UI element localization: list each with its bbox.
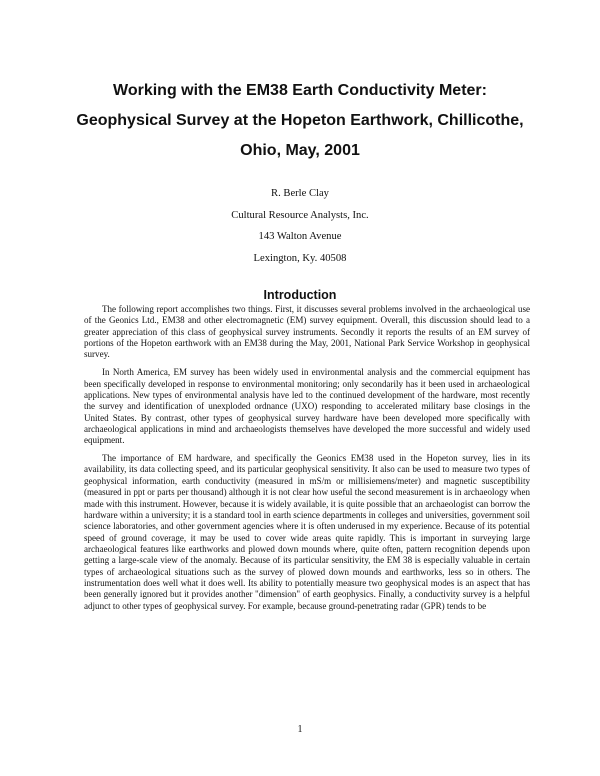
document-title xyxy=(60,76,540,166)
section-heading: Introduction xyxy=(263,288,337,302)
page-number: 1 xyxy=(297,724,303,735)
author-name: R. Berle Clay xyxy=(271,188,329,199)
paragraph: The following report accomplishes two things. First, it discusses several problems involved in the archaeological use of the Geonics Ltd., EM38 and other electromagnetic (EM) survey equipment. Overall, this discussion should lead to a greater appreciation of this class of geophysical survey instruments. Secondly it reports the results of an EM survey of portions of the Hopeton earthwork with an EM38 during the May, 2001, National Park Service Workshop in geophysical survey. xyxy=(84,304,530,360)
title-line-2: Geophysical Survey at the Hopeton Earthwork, Chillicothe, xyxy=(76,112,524,129)
paragraph: In North America, EM survey has been widely used in environmental analysis and the commercial equipment has been specifically developed in response to environmental monitoring; only secondarily has it been used in archaeological applications. New types of environmental analysis have led to the continued development of the hardware, most recently the survey and identification of unexploded ordnance (UXO) responding to accelerated military base closings in the United States. By contrast, other types of geophysical survey hardware have been developed more specifically with archaeological applications in mind and archaeologists themselves have developed the more successful and widely used equipment. xyxy=(84,367,530,446)
title-line-3: Ohio, May, 2001 xyxy=(240,142,360,159)
paragraph: The importance of EM hardware, and specifically the Geonics EM38 used in the Hopeton survey, lies in its availability, its data collecting speed, and its particular geophysical sensitivity. It also can be used to measure two types of geophysical information, earth conductivity (measured in mS/m or millisiemens/meter) and magnetic susceptibility (measured in ppt or parts per thousand) although it is not clear how useful the second measurement is in archaeology when made with this instrument. However, because it is widely available, it is quite possible that an archaeologist can borrow the hardware within a university; it is a standard tool in earth science departments in colleges and universities, government soil science laboratories, and other government agencies where it is often underused in my experience. Because of its potential speed of ground coverage, it may be used to cover wide areas quite rapidly. This is important in surveying large archaeological features like earthworks and plowed down mounds where, quite often, pattern recognition depends upon getting a large-scale view of the anomaly. Because of its particular sensitivity, the EM 38 is especially valuable in certain types of archaeological situations such as the survey of plowed down mounds and earthworks, less so in others. The instrumentation does well what it does well. Its ability to potentially measure two geophysical modes is an aspect that has been generally ignored but it provides another "dimension" of earth geophysics. Finally, a conductivity survey is a helpful adjunct to other types of geophysical survey. For example, because ground-penetrating radar (GPR) tends to be xyxy=(84,453,530,611)
author-city: Lexington, Ky. 40508 xyxy=(253,252,347,264)
author-street: 143 Walton Avenue xyxy=(258,231,342,242)
section-body xyxy=(84,304,530,618)
author-organization: Cultural Resource Analysts, Inc. xyxy=(231,209,369,221)
title-line-1: Working with the EM38 Earth Conductivity Meter: xyxy=(113,82,487,99)
author-block xyxy=(150,183,450,269)
